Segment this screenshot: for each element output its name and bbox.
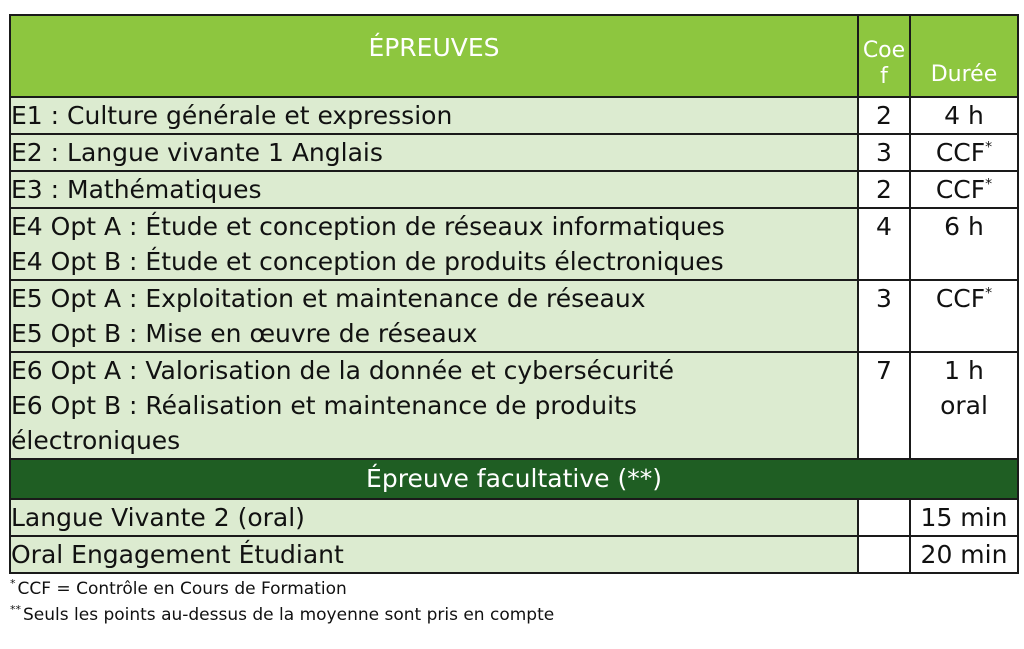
footnote-text: CCF = Contrôle en Cours de Formation bbox=[17, 579, 347, 599]
exam-table bbox=[9, 14, 1019, 574]
exam-label-line: E5 Opt B : Mise en œuvre de réseaux bbox=[11, 319, 478, 348]
table-row bbox=[10, 499, 1018, 536]
footnote-item bbox=[10, 576, 1017, 602]
header-coef-line2: f bbox=[880, 64, 888, 89]
duration-value bbox=[910, 171, 1018, 208]
coef-value: 2 bbox=[858, 171, 910, 208]
footnote-mark: * bbox=[10, 577, 16, 591]
exam-label: Oral Engagement Étudiant bbox=[10, 536, 858, 573]
duration-line: 1 h bbox=[944, 356, 984, 385]
coef-value: 7 bbox=[858, 352, 910, 459]
table-row bbox=[10, 280, 1018, 352]
table-row bbox=[10, 97, 1018, 134]
footnote-mark: ** bbox=[10, 603, 21, 617]
exam-label-line: E6 Opt A : Valorisation de la donnée et cybersécurité bbox=[11, 356, 675, 385]
footnote-mark: * bbox=[985, 139, 993, 156]
header-duree: Durée bbox=[910, 15, 1018, 97]
exam-label bbox=[10, 208, 858, 280]
exam-label-line: E5 Opt A : Exploitation et maintenance de réseaux bbox=[11, 284, 646, 313]
duration-line: CCF bbox=[935, 138, 986, 167]
footnote-mark: * bbox=[985, 176, 993, 193]
header-coef-line1: Coe bbox=[862, 38, 906, 63]
duration-value: 15 min bbox=[910, 499, 1018, 536]
exam-label bbox=[10, 171, 858, 208]
duration-line: 6 h bbox=[944, 212, 984, 241]
duration-line: 4 h bbox=[944, 101, 984, 130]
exam-label bbox=[10, 134, 858, 171]
optional-section-title: Épreuve facultative (**) bbox=[10, 459, 1018, 499]
exam-label-line: électroniques bbox=[11, 426, 181, 455]
exam-table-container bbox=[9, 14, 1017, 628]
coef-value bbox=[858, 536, 910, 573]
duration-line: oral bbox=[940, 391, 988, 420]
coef-value: 3 bbox=[858, 134, 910, 171]
table-row bbox=[10, 171, 1018, 208]
table-row bbox=[10, 536, 1018, 573]
exam-label-line: E4 Opt A : Étude et conception de réseaux informatiques bbox=[11, 212, 725, 241]
exam-label-line: E2 : Langue vivante 1 Anglais bbox=[11, 138, 383, 167]
header-coef bbox=[858, 15, 910, 97]
table-row bbox=[10, 134, 1018, 171]
table-row bbox=[10, 208, 1018, 280]
exam-label-line: E6 Opt B : Réalisation et maintenance de produits bbox=[11, 391, 637, 420]
exam-label-line: E4 Opt B : Étude et conception de produits électroniques bbox=[11, 247, 724, 276]
exam-label-line: E1 : Culture générale et expression bbox=[11, 101, 453, 130]
footnote-mark: * bbox=[985, 285, 993, 302]
footnote-text: Seuls les points au-dessus de la moyenne sont pris en compte bbox=[23, 605, 555, 625]
exam-label bbox=[10, 280, 858, 352]
exam-label-line: E3 : Mathématiques bbox=[11, 175, 262, 204]
coef-value: 4 bbox=[858, 208, 910, 280]
footnote-item bbox=[10, 602, 1017, 628]
duration-value: 20 min bbox=[910, 536, 1018, 573]
duration-value bbox=[910, 280, 1018, 352]
duration-value bbox=[910, 134, 1018, 171]
coef-value: 3 bbox=[858, 280, 910, 352]
coef-value: 2 bbox=[858, 97, 910, 134]
exam-label bbox=[10, 97, 858, 134]
duration-line: CCF bbox=[935, 284, 986, 313]
header-epreuves: ÉPREUVES bbox=[10, 15, 858, 97]
coef-value bbox=[858, 499, 910, 536]
table-row bbox=[10, 352, 1018, 459]
exam-label bbox=[10, 352, 858, 459]
duration-value bbox=[910, 97, 1018, 134]
footnotes bbox=[9, 576, 1017, 628]
optional-section-header-row bbox=[10, 459, 1018, 499]
duration-value bbox=[910, 208, 1018, 280]
duration-value bbox=[910, 352, 1018, 459]
table-header-row bbox=[10, 15, 1018, 97]
duration-line: CCF bbox=[935, 175, 986, 204]
exam-label: Langue Vivante 2 (oral) bbox=[10, 499, 858, 536]
